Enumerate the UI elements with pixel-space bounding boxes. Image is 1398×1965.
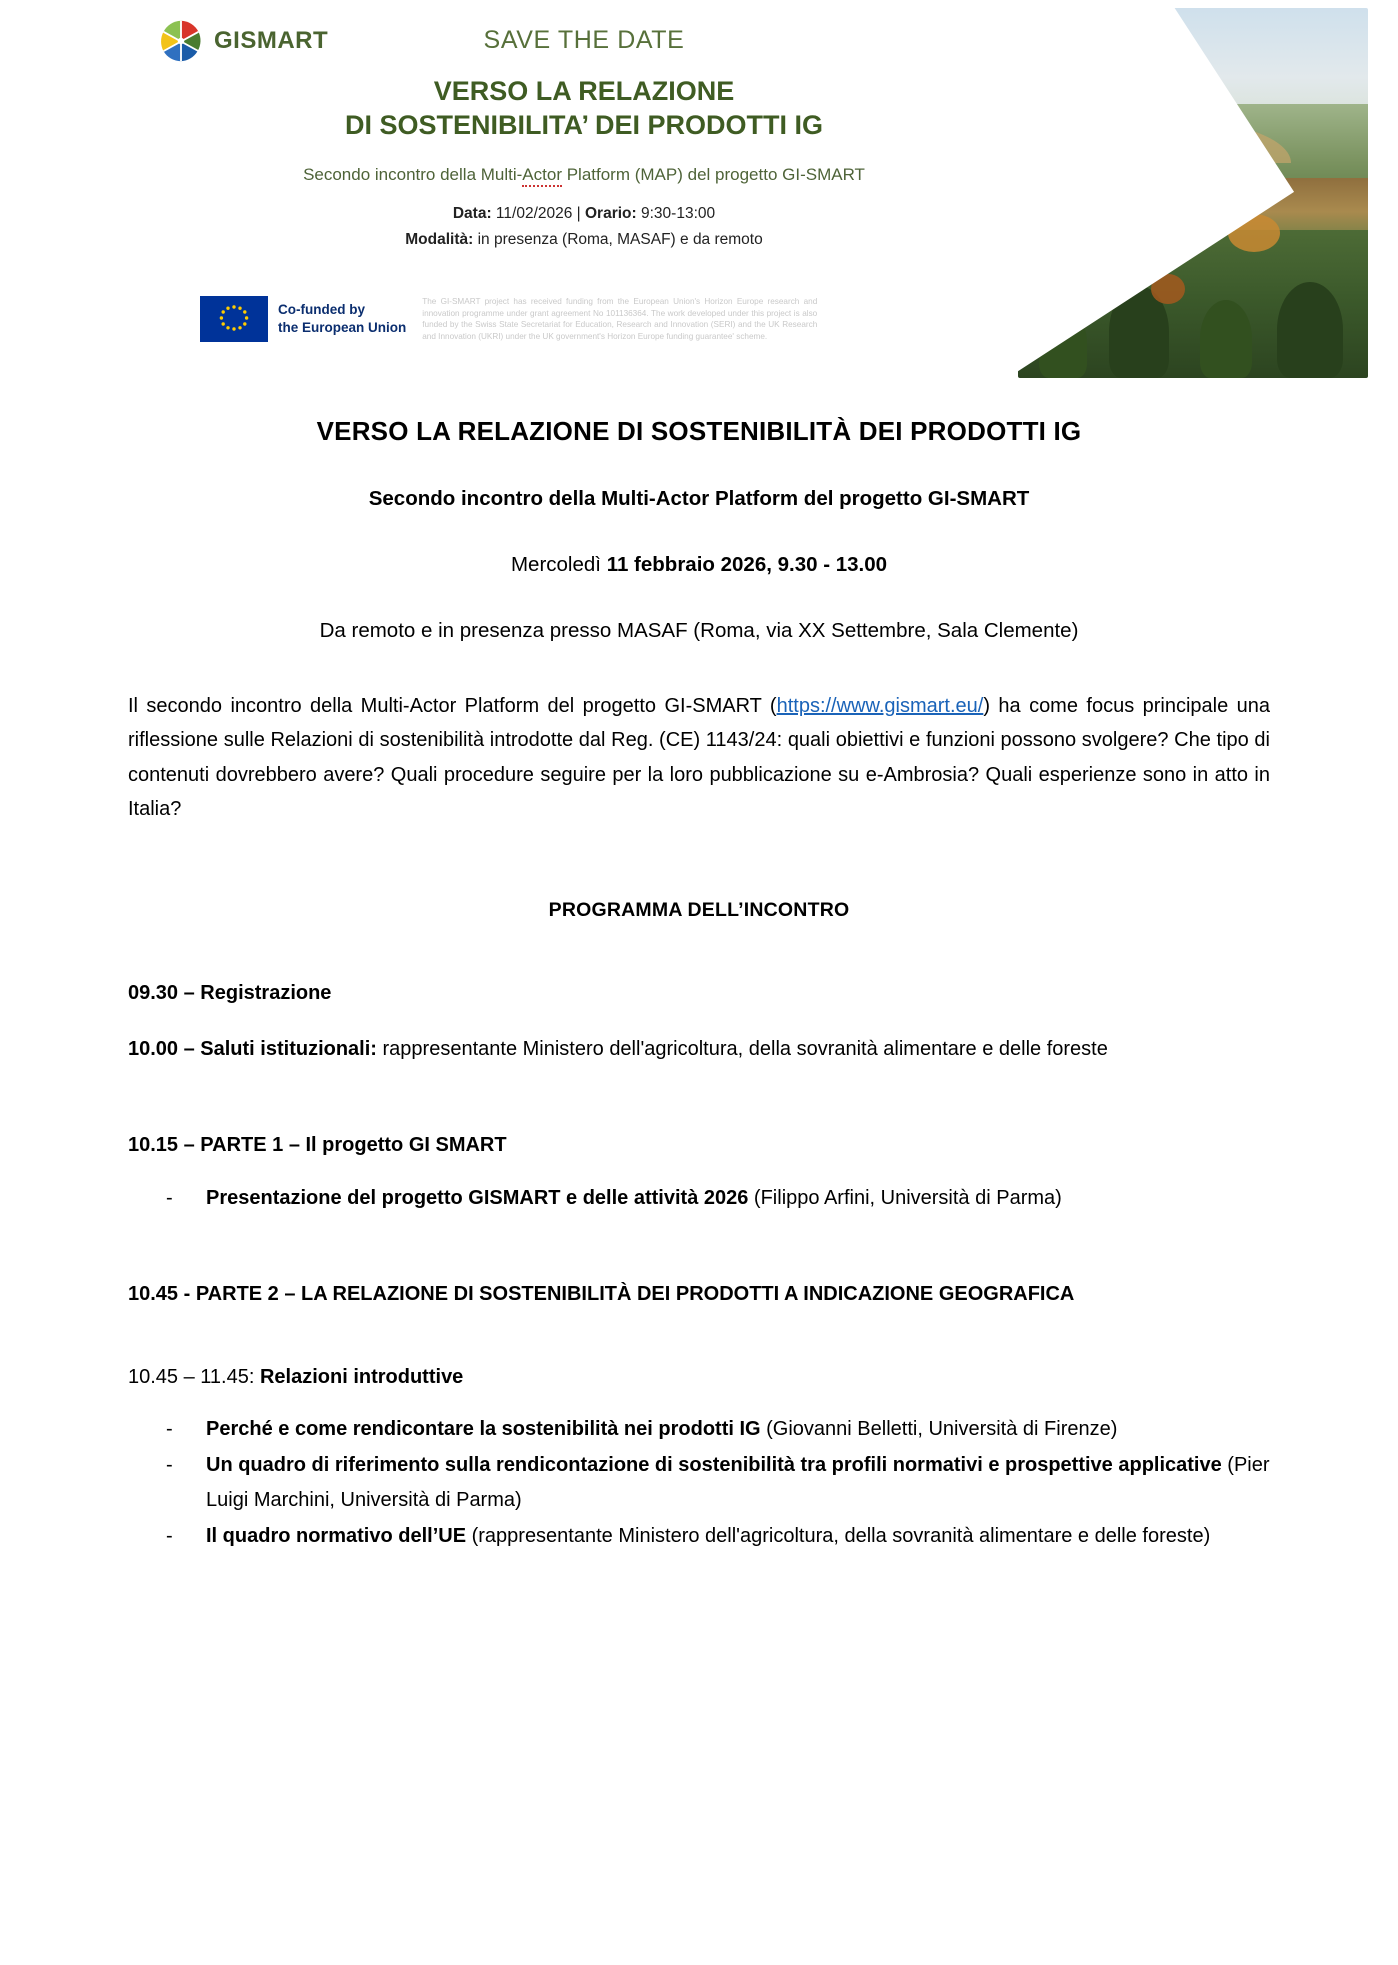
programme-agenda (128, 976, 1270, 1554)
list-item-title: Il quadro normativo dell’UE (206, 1525, 467, 1548)
list-item (128, 1181, 1270, 1215)
intro-text-part-2: ) ha come focus principale una riflessione sulle Relazioni di sostenibilità introdotte dal Reg. (CE) 1143/24: quali obiettivi e funzioni possono svolgere? Che tipo di contenuti dovrebbero avere? Quali procedure seguire per la loro pubblicazione su e-Ambrosia? Quali esperienze sono in atto in Italia? (128, 695, 1270, 821)
gismart-pinwheel-icon (158, 18, 204, 64)
bullet-dash-icon: - (166, 1417, 173, 1440)
bullet-dash-icon: - (166, 1454, 173, 1477)
agenda-part2-heading (128, 1277, 1270, 1311)
banner-time-label: Orario: (585, 204, 637, 222)
photo-tree (1200, 300, 1252, 378)
gismart-logo (158, 18, 328, 64)
agenda-intro-talks-row (128, 1360, 1270, 1394)
eu-flag-icon (200, 296, 268, 342)
list-item (128, 1519, 1270, 1553)
document-body (0, 416, 1398, 1553)
page-title: VERSO LA RELAZIONE DI SOSTENIBILITÀ DEI PRODOTTI IG (316, 416, 1082, 446)
list-item-title: Perché e come rendicontare la sostenibilità nei prodotti IG (206, 1417, 761, 1440)
event-venue-line: Da remoto e in presenza presso MASAF (Roma, via XX Settembre, Sala Clemente) (319, 619, 1079, 642)
banner-date-row (90, 201, 1078, 227)
agenda-item-registration-label: 09.30 – Registrazione (128, 981, 332, 1004)
agenda-item-greetings (128, 1032, 1270, 1066)
funding-disclaimer-text: The GI-SMART project has received funding from the European Union's Horizon Europe research and innovation programme under grant agreement No 101136364. The work developed under this project is also funded by the Swiss State Secretariat for Education, Research and Innovation (SERI) and the UK Research and Innovation (UKRI) under the UK government's Horizon Europe funding guarantee' scheme. (422, 297, 818, 341)
agenda-part2-heading-label: 10.45 - PARTE 2 – LA RELAZIONE DI SOSTENIBILITÀ DEI PRODOTTI A INDICAZIONE GEOGRAFICA (128, 1283, 1075, 1306)
event-banner (0, 0, 1398, 390)
funding-block (200, 296, 817, 343)
list-item-title: Un quadro di riferimento sulla rendicontazione di sostenibilità tra profili normativi e prospettive applicative (206, 1454, 1222, 1477)
intro-paragraph (128, 689, 1270, 827)
photo-tree (1277, 282, 1343, 378)
agenda-part1-bullets (128, 1181, 1270, 1215)
event-date-line (128, 553, 1270, 577)
event-date-value: 11 febbraio 2026, 9.30 - 13.00 (606, 553, 888, 576)
banner-subtitle (0, 165, 1398, 185)
banner-event-details (0, 201, 1398, 254)
list-item-speaker: (Filippo Arfini, Università di Parma) (748, 1186, 1062, 1209)
list-item-title: Presentazione del progetto GISMART e delle attività 2026 (206, 1186, 749, 1209)
agenda-part2-bullets (128, 1412, 1270, 1554)
banner-mode-value: in presenza (Roma, MASAF) e da remoto (473, 230, 763, 248)
intro-text-part-1: Il secondo incontro della Multi-Actor Platform del progetto GI-SMART ( (128, 695, 777, 717)
agenda-item-registration (128, 976, 1270, 1010)
list-item (128, 1412, 1270, 1446)
list-item-speaker: (Pier Luigi Marchini, Università di Parma) (206, 1454, 1270, 1511)
gismart-website-link[interactable]: https://www.gismart.eu/ (776, 695, 984, 717)
eu-cofunding-label-line-1: Co-funded by (278, 301, 365, 317)
banner-title-line-1: VERSO LA RELAZIONE (433, 76, 735, 106)
page-subtitle: Secondo incontro della Multi-Actor Platform del progetto GI-SMART (368, 487, 1030, 510)
banner-date-label: Data: (452, 204, 492, 222)
list-item (128, 1448, 1270, 1517)
programme-heading: PROGRAMMA DELL’INCONTRO (548, 898, 850, 921)
agenda-item-greetings-detail: rappresentante Ministero dell'agricoltura, della sovranità alimentare e delle foreste (376, 1037, 1108, 1060)
banner-title-line-2: DI SOSTENIBILITA’ DEI PRODOTTI IG (344, 109, 824, 140)
banner-time-value: 9:30-13:00 (636, 204, 716, 222)
agenda-item-greetings-label: 10.00 – Saluti istituzionali: (128, 1037, 377, 1060)
agenda-part1-heading (128, 1128, 1270, 1162)
banner-subtitle-spellcheck-word: Actor (522, 165, 562, 187)
banner-date-value: 11/02/2026 | (491, 204, 585, 222)
eu-cofunding-badge (200, 296, 406, 342)
agenda-intro-talks-time: 10.45 – 11.45: (128, 1365, 260, 1388)
list-item-speaker: (rappresentante Ministero dell'agricoltura, della sovranità alimentare e delle foreste) (466, 1525, 1211, 1548)
eu-cofunding-label-line-2: the European Union (278, 320, 407, 335)
save-the-date-label: SAVE THE DATE (483, 26, 685, 54)
agenda-part1-heading-label: 10.15 – PARTE 1 – Il progetto GI SMART (128, 1134, 507, 1157)
agenda-intro-talks-label: Relazioni introduttive (259, 1365, 464, 1388)
banner-mode-row (90, 227, 1078, 253)
bullet-dash-icon: - (166, 1525, 173, 1548)
banner-mode-label: Modalità: (405, 230, 474, 248)
list-item-speaker: (Giovanni Belletti, Università di Firenze) (760, 1417, 1118, 1440)
banner-subtitle-pre: Secondo incontro della Multi- (303, 164, 523, 184)
bullet-dash-icon: - (166, 1186, 173, 1209)
gismart-logo-text: GISMART (214, 27, 329, 54)
event-date-prefix: Mercoledì (510, 553, 607, 576)
banner-subtitle-post: Platform (MAP) del progetto GI-SMART (561, 164, 865, 184)
banner-title (0, 75, 1398, 143)
eu-cofunding-label (278, 301, 406, 337)
